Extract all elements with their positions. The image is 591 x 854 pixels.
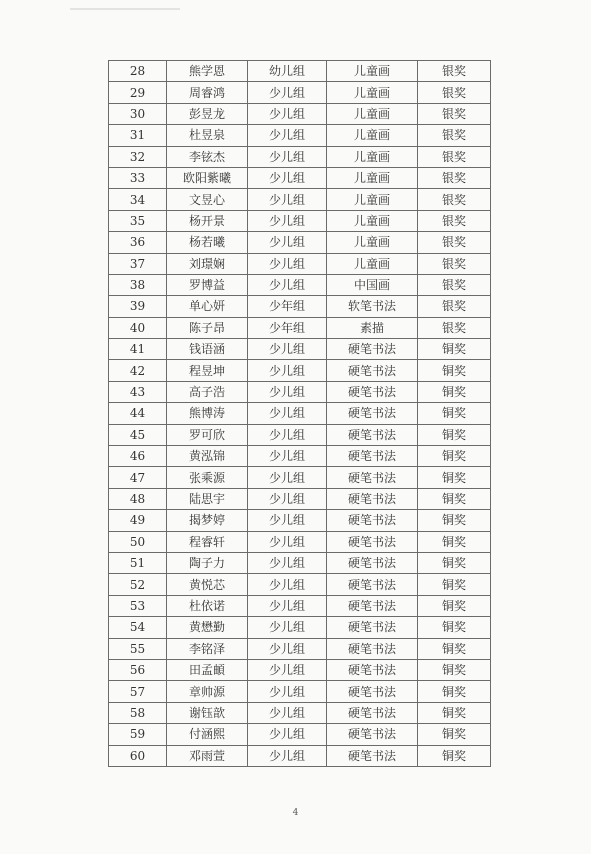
award-table-body [109, 61, 491, 767]
student-name-cell: 杜昱泉 [167, 125, 248, 146]
award-cell: 银奖 [418, 317, 491, 338]
age-group-cell: 少儿组 [248, 724, 327, 745]
student-name-cell: 彭昱龙 [167, 103, 248, 124]
category-cell: 硬笔书法 [327, 617, 418, 638]
category-cell: 硬笔书法 [327, 574, 418, 595]
age-group-cell: 少儿组 [248, 381, 327, 402]
award-cell: 银奖 [418, 232, 491, 253]
award-cell: 铜奖 [418, 381, 491, 402]
category-cell: 硬笔书法 [327, 552, 418, 573]
student-name-cell: 单心妍 [167, 296, 248, 317]
category-cell: 硬笔书法 [327, 424, 418, 445]
award-cell: 银奖 [418, 146, 491, 167]
table-row [109, 253, 491, 274]
row-number-cell: 51 [109, 552, 167, 573]
row-number-cell: 45 [109, 424, 167, 445]
category-cell: 硬笔书法 [327, 595, 418, 616]
category-cell: 中国画 [327, 274, 418, 295]
row-number-cell: 39 [109, 296, 167, 317]
award-cell: 铜奖 [418, 424, 491, 445]
table-row [109, 424, 491, 445]
category-cell: 硬笔书法 [327, 638, 418, 659]
age-group-cell: 少儿组 [248, 467, 327, 488]
student-name-cell: 黄泓锦 [167, 446, 248, 467]
age-group-cell: 少儿组 [248, 552, 327, 573]
age-group-cell: 少儿组 [248, 595, 327, 616]
student-name-cell: 邓雨萱 [167, 745, 248, 766]
age-group-cell: 少儿组 [248, 360, 327, 381]
student-name-cell: 刘璟娴 [167, 253, 248, 274]
row-number-cell: 40 [109, 317, 167, 338]
category-cell: 硬笔书法 [327, 381, 418, 402]
award-cell: 银奖 [418, 189, 491, 210]
age-group-cell: 少儿组 [248, 232, 327, 253]
category-cell: 硬笔书法 [327, 681, 418, 702]
award-cell: 铜奖 [418, 488, 491, 509]
row-number-cell: 53 [109, 595, 167, 616]
category-cell: 儿童画 [327, 189, 418, 210]
table-row [109, 125, 491, 146]
table-row [109, 638, 491, 659]
row-number-cell: 48 [109, 488, 167, 509]
category-cell: 硬笔书法 [327, 339, 418, 360]
student-name-cell: 熊博涛 [167, 403, 248, 424]
category-cell: 硬笔书法 [327, 510, 418, 531]
age-group-cell: 少儿组 [248, 574, 327, 595]
category-cell: 素描 [327, 317, 418, 338]
student-name-cell: 高子浩 [167, 381, 248, 402]
row-number-cell: 57 [109, 681, 167, 702]
age-group-cell: 少儿组 [248, 510, 327, 531]
table-row [109, 745, 491, 766]
student-name-cell: 李铉杰 [167, 146, 248, 167]
row-number-cell: 52 [109, 574, 167, 595]
row-number-cell: 37 [109, 253, 167, 274]
award-cell: 铜奖 [418, 617, 491, 638]
student-name-cell: 程睿轩 [167, 531, 248, 552]
category-cell: 儿童画 [327, 146, 418, 167]
student-name-cell: 罗博益 [167, 274, 248, 295]
category-cell: 儿童画 [327, 167, 418, 188]
student-name-cell: 李铭泽 [167, 638, 248, 659]
age-group-cell: 少儿组 [248, 82, 327, 103]
student-name-cell: 张乘源 [167, 467, 248, 488]
category-cell: 硬笔书法 [327, 724, 418, 745]
category-cell: 硬笔书法 [327, 360, 418, 381]
table-row [109, 146, 491, 167]
award-cell: 铜奖 [418, 659, 491, 680]
student-name-cell: 欧阳紫曦 [167, 167, 248, 188]
category-cell: 硬笔书法 [327, 467, 418, 488]
table-row [109, 82, 491, 103]
category-cell: 硬笔书法 [327, 659, 418, 680]
award-cell: 银奖 [418, 61, 491, 82]
table-row [109, 381, 491, 402]
row-number-cell: 38 [109, 274, 167, 295]
category-cell: 儿童画 [327, 125, 418, 146]
row-number-cell: 35 [109, 210, 167, 231]
category-cell: 硬笔书法 [327, 702, 418, 723]
award-cell: 铜奖 [418, 638, 491, 659]
table-row [109, 360, 491, 381]
age-group-cell: 少儿组 [248, 424, 327, 445]
row-number-cell: 33 [109, 167, 167, 188]
award-cell: 铜奖 [418, 552, 491, 573]
age-group-cell: 少儿组 [248, 339, 327, 360]
row-number-cell: 49 [109, 510, 167, 531]
table-row [109, 724, 491, 745]
age-group-cell: 少儿组 [248, 274, 327, 295]
age-group-cell: 少年组 [248, 317, 327, 338]
row-number-cell: 32 [109, 146, 167, 167]
student-name-cell: 周睿鸿 [167, 82, 248, 103]
page-top-scan-mark [70, 8, 180, 10]
table-row [109, 103, 491, 124]
age-group-cell: 少儿组 [248, 189, 327, 210]
age-group-cell: 少儿组 [248, 167, 327, 188]
award-cell: 银奖 [418, 82, 491, 103]
award-cell: 银奖 [418, 103, 491, 124]
row-number-cell: 60 [109, 745, 167, 766]
table-row [109, 61, 491, 82]
award-cell: 银奖 [418, 125, 491, 146]
row-number-cell: 29 [109, 82, 167, 103]
age-group-cell: 少儿组 [248, 488, 327, 509]
student-name-cell: 章帅源 [167, 681, 248, 702]
student-name-cell: 田孟頔 [167, 659, 248, 680]
student-name-cell: 杨开景 [167, 210, 248, 231]
category-cell: 儿童画 [327, 232, 418, 253]
row-number-cell: 54 [109, 617, 167, 638]
student-name-cell: 钱语涵 [167, 339, 248, 360]
row-number-cell: 43 [109, 381, 167, 402]
age-group-cell: 少儿组 [248, 103, 327, 124]
student-name-cell: 揭梦婷 [167, 510, 248, 531]
row-number-cell: 28 [109, 61, 167, 82]
row-number-cell: 47 [109, 467, 167, 488]
student-name-cell: 罗可欣 [167, 424, 248, 445]
table-row [109, 403, 491, 424]
award-cell: 银奖 [418, 296, 491, 317]
student-name-cell: 陶子力 [167, 552, 248, 573]
category-cell: 硬笔书法 [327, 446, 418, 467]
award-cell: 银奖 [418, 253, 491, 274]
category-cell: 硬笔书法 [327, 531, 418, 552]
table-row [109, 232, 491, 253]
table-row [109, 659, 491, 680]
student-name-cell: 杨若曦 [167, 232, 248, 253]
student-name-cell: 文昱心 [167, 189, 248, 210]
age-group-cell: 少儿组 [248, 531, 327, 552]
award-cell: 银奖 [418, 210, 491, 231]
award-cell: 铜奖 [418, 595, 491, 616]
award-cell: 铜奖 [418, 510, 491, 531]
age-group-cell: 少儿组 [248, 403, 327, 424]
row-number-cell: 36 [109, 232, 167, 253]
table-row [109, 167, 491, 188]
table-row [109, 617, 491, 638]
row-number-cell: 56 [109, 659, 167, 680]
award-cell: 银奖 [418, 167, 491, 188]
table-row [109, 510, 491, 531]
student-name-cell: 陆思宇 [167, 488, 248, 509]
student-name-cell: 熊学恩 [167, 61, 248, 82]
table-row [109, 296, 491, 317]
award-cell: 铜奖 [418, 745, 491, 766]
table-row [109, 317, 491, 338]
student-name-cell: 程昱坤 [167, 360, 248, 381]
age-group-cell: 少儿组 [248, 125, 327, 146]
age-group-cell: 幼儿组 [248, 61, 327, 82]
student-name-cell: 谢钰歆 [167, 702, 248, 723]
age-group-cell: 少儿组 [248, 638, 327, 659]
student-name-cell: 黄懋勤 [167, 617, 248, 638]
award-cell: 银奖 [418, 274, 491, 295]
age-group-cell: 少儿组 [248, 681, 327, 702]
student-name-cell: 陈子昂 [167, 317, 248, 338]
table-row [109, 595, 491, 616]
row-number-cell: 50 [109, 531, 167, 552]
age-group-cell: 少儿组 [248, 210, 327, 231]
award-cell: 铜奖 [418, 467, 491, 488]
award-cell: 铜奖 [418, 446, 491, 467]
age-group-cell: 少儿组 [248, 253, 327, 274]
category-cell: 儿童画 [327, 61, 418, 82]
row-number-cell: 44 [109, 403, 167, 424]
category-cell: 硬笔书法 [327, 403, 418, 424]
row-number-cell: 42 [109, 360, 167, 381]
category-cell: 软笔书法 [327, 296, 418, 317]
table-row [109, 488, 491, 509]
row-number-cell: 59 [109, 724, 167, 745]
age-group-cell: 少年组 [248, 296, 327, 317]
age-group-cell: 少儿组 [248, 446, 327, 467]
award-cell: 铜奖 [418, 681, 491, 702]
category-cell: 儿童画 [327, 210, 418, 231]
table-row [109, 274, 491, 295]
table-row [109, 189, 491, 210]
category-cell: 硬笔书法 [327, 745, 418, 766]
row-number-cell: 30 [109, 103, 167, 124]
category-cell: 儿童画 [327, 253, 418, 274]
award-cell: 铜奖 [418, 339, 491, 360]
student-name-cell: 黄悦芯 [167, 574, 248, 595]
table-row [109, 681, 491, 702]
page-number: 4 [292, 808, 299, 818]
row-number-cell: 55 [109, 638, 167, 659]
student-name-cell: 付涵熙 [167, 724, 248, 745]
row-number-cell: 31 [109, 125, 167, 146]
table-row [109, 574, 491, 595]
age-group-cell: 少儿组 [248, 659, 327, 680]
student-name-cell: 杜依诺 [167, 595, 248, 616]
award-cell: 铜奖 [418, 403, 491, 424]
award-cell: 铜奖 [418, 360, 491, 381]
table-row [109, 531, 491, 552]
age-group-cell: 少儿组 [248, 745, 327, 766]
award-cell: 铜奖 [418, 574, 491, 595]
table-row [109, 210, 491, 231]
age-group-cell: 少儿组 [248, 702, 327, 723]
table-row [109, 467, 491, 488]
category-cell: 硬笔书法 [327, 488, 418, 509]
award-cell: 铜奖 [418, 724, 491, 745]
row-number-cell: 46 [109, 446, 167, 467]
category-cell: 儿童画 [327, 103, 418, 124]
row-number-cell: 34 [109, 189, 167, 210]
age-group-cell: 少儿组 [248, 617, 327, 638]
table-row [109, 552, 491, 573]
award-cell: 铜奖 [418, 531, 491, 552]
award-winners-table [108, 60, 491, 767]
award-cell: 铜奖 [418, 702, 491, 723]
row-number-cell: 58 [109, 702, 167, 723]
category-cell: 儿童画 [327, 82, 418, 103]
table-row [109, 339, 491, 360]
table-row [109, 702, 491, 723]
table-row [109, 446, 491, 467]
row-number-cell: 41 [109, 339, 167, 360]
age-group-cell: 少儿组 [248, 146, 327, 167]
